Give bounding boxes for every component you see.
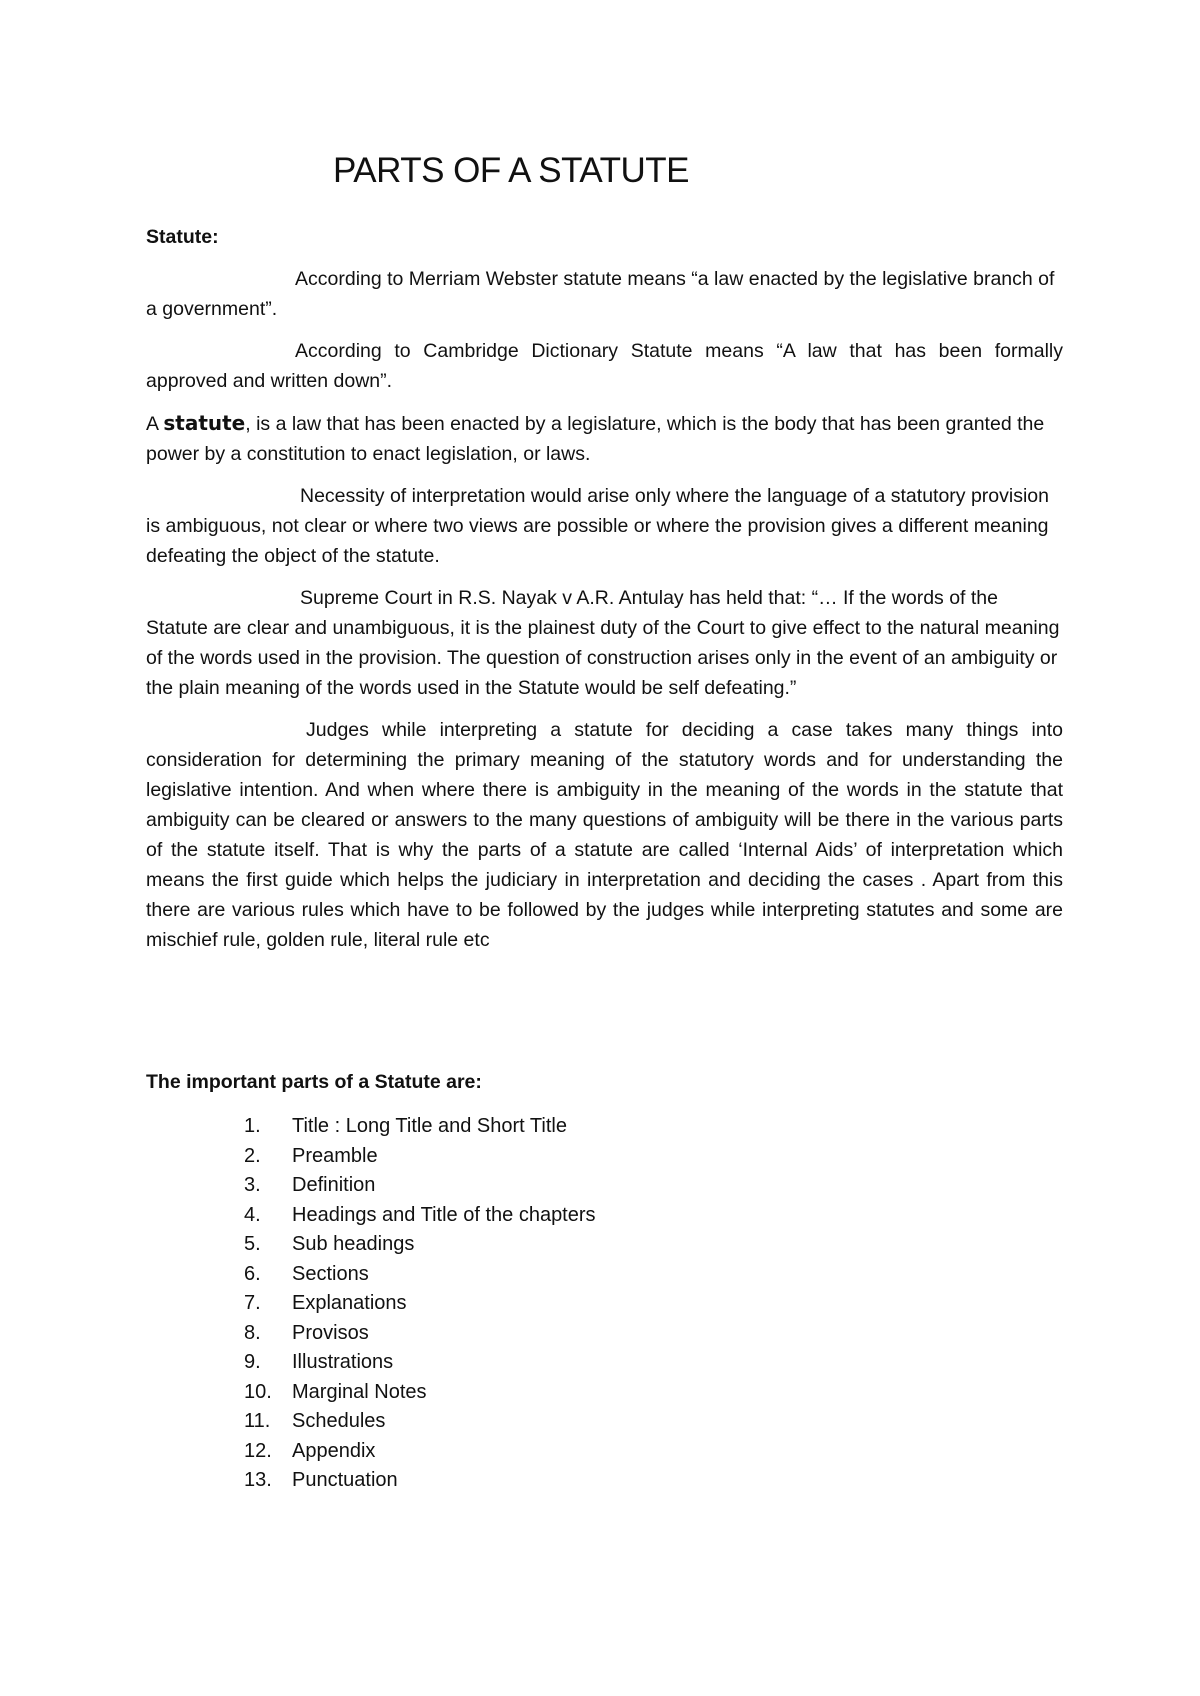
list-number: 7. <box>244 1292 261 1314</box>
list-number: 3. <box>244 1174 261 1196</box>
supreme-court-paragraph: Supreme Court in R.S. Nayak v A.R. Antulay has held that: “… If the words of the Statute are clear and unambiguous, it is the plainest duty of the Court to give effect to the natural meaning of the words used in the provision. The question of construction arises only in the event of an ambiguity or the plain meaning of the words used in the Statute would be self defeating.” <box>146 587 1060 699</box>
parts-list <box>244 1112 596 1496</box>
list-text: Punctuation <box>292 1469 398 1491</box>
definition-text: , is a law that has been enacted by a legislature, which is the body that has been granted the power by a constitution to enact legislation, or laws. <box>146 413 1045 465</box>
statute-term: statute <box>163 411 246 435</box>
list-item <box>244 1201 596 1231</box>
list-text: Marginal Notes <box>292 1380 427 1403</box>
list-text: Illustrations <box>292 1351 394 1373</box>
list-text: Preamble <box>292 1144 378 1167</box>
list-item <box>244 1112 596 1142</box>
parts-heading: The important parts of a Statute are: <box>146 1071 482 1093</box>
list-item <box>244 1230 596 1260</box>
page-title: PARTS OF A STATUTE <box>333 151 689 190</box>
list-item <box>244 1407 596 1437</box>
list-text: Sections <box>292 1262 369 1285</box>
list-text: Sub headings <box>292 1233 415 1255</box>
list-number: 5. <box>244 1233 261 1255</box>
list-item <box>244 1319 596 1349</box>
list-item <box>244 1260 596 1290</box>
document-body <box>146 222 1063 967</box>
list-text: Definition <box>292 1174 376 1196</box>
list-number: 11. <box>244 1410 271 1432</box>
list-item <box>244 1289 596 1319</box>
list-item <box>244 1466 596 1496</box>
list-item <box>244 1348 596 1378</box>
list-item <box>244 1437 596 1467</box>
list-item <box>244 1142 596 1172</box>
list-text: Schedules <box>292 1410 386 1432</box>
list-number: 4. <box>244 1203 261 1226</box>
list-number: 9. <box>244 1351 261 1373</box>
definition-prefix: A <box>146 413 164 435</box>
list-text: Headings and Title of the chapters <box>292 1203 596 1226</box>
definition-paragraph <box>146 408 1063 469</box>
list-text: Provisos <box>292 1321 369 1344</box>
list-number: 2. <box>244 1144 261 1167</box>
list-text: Explanations <box>292 1292 407 1314</box>
list-item <box>244 1378 596 1408</box>
list-text: Title : Long Title and Short Title <box>292 1115 567 1137</box>
list-number: 12. <box>244 1439 272 1462</box>
list-number: 8. <box>244 1321 261 1344</box>
necessity-paragraph: Necessity of interpretation would arise only where the language of a statutory provision is ambiguous, not clear or where two views are possible or where the provision gives a different meaning defeating the object of the statute. <box>146 485 1049 567</box>
list-number: 13. <box>244 1469 272 1491</box>
judges-paragraph: Judges while interpreting a statute for deciding a case takes many things into consideration for determining the primary meaning of the statutory words and for understanding the legislative intention. And when where there is ambiguity in the meaning of the words in the statute that ambiguity can be cleared or answers to the many questions of ambiguity will be there in the various parts of the statute itself. That is why the parts of a statute are called ‘Internal Aids’ of interpretation which means the first guide which helps the judiciary in interpretation and deciding the cases . Apart from this there are various rules which have to be followed by the judges while interpreting statutes and some are mischief rule, golden rule, literal rule etc <box>146 719 1063 951</box>
statute-label: Statute: <box>146 226 219 248</box>
cambridge-paragraph: According to Cambridge Dictionary Statute means “A law that has been formally approved and written down”. <box>146 340 1063 392</box>
list-number: 6. <box>244 1262 261 1285</box>
list-text: Appendix <box>292 1439 376 1462</box>
list-number: 1. <box>244 1115 261 1137</box>
merriam-paragraph: According to Merriam Webster statute means “a law enacted by the legislative branch of a government”. <box>146 268 1055 320</box>
list-number: 10. <box>244 1380 272 1403</box>
list-item <box>244 1171 596 1201</box>
